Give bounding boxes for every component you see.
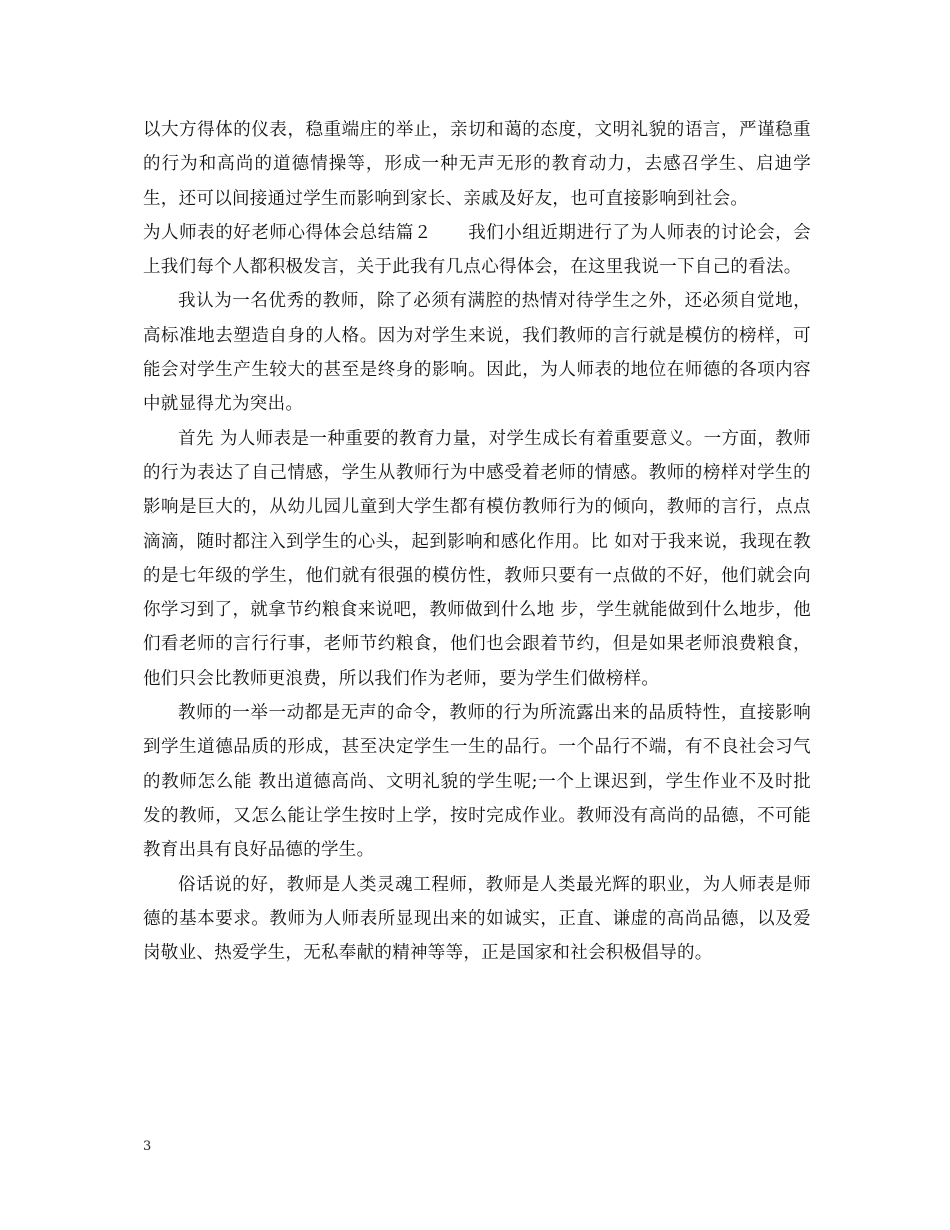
paragraph-4: 首先 为人师表是一种重要的教育力量，对学生成长有着重要意义。一方面，教师的行为表达了自己情感，学生从教师行为中感受着老师的情感。教师的榜样对学生的影响是巨大的，从幼儿园儿童到大学生都有模仿教师行为的倾向，教师的言行，点点滴滴，随时都注入到学生的心头，起到影响和感化作用。比 如对于我来说，我现在教的是七年级的学生，他们就有很强的模仿性，教师只要有一点做的不好，他们就会向你学习到了，就拿节约粮食来说吧，教师做到什么地 步，学生就能做到什么地步，他们看老师的言行行事，老师节约粮食，他们也会跟着节约，但是如果老师浪费粮食，他们只会比教师更浪费，所以我们作为老师，要为学生们做榜样。 xyxy=(143,428,811,689)
paragraph-1: 以大方得体的仪表，稳重端庄的举止，亲切和蔼的态度，文明礼貌的语言，严谨稳重的行为和高尚的道德情操等，形成一种无声无形的教育动力，去感召学生、启迪学生，还可以间接通过学生而影响到家长、亲戚及好友，也可直接影响到社会。 xyxy=(143,120,811,209)
page-body xyxy=(143,113,811,970)
paragraph-5: 教师的一举一动都是无声的命令，教师的行为所流露出来的品质特性，直接影响到学生道德品质的形成，甚至决定学生一生的品行。一个品行不端，有不良社会习气的教师怎么能 教出道德高尚、文明礼貌的学生呢;一个上课迟到，学生作业不及时批发的教师，又怎么能让学生按时上学，按时完成作业。教师没有高尚的品德，不可能教育出具有良好品德的学生。 xyxy=(143,703,811,861)
paragraph-6: 俗话说的好，教师是人类灵魂工程师，教师是人类最光辉的职业，为人师表是师德的基本要求。教师为人师表所显现出来的如诚实，正直、谦虚的高尚品德，以及爱岗敬业、热爱学生，无私奉献的精神等等，正是国家和社会积极倡导的。 xyxy=(143,874,811,964)
paragraph-3: 我认为一名优秀的教师，除了必须有满腔的热情对待学生之外，还必须自觉地，高标准地去塑造自身的人格。因为对学生来说，我们教师的言行就是模仿的榜样，可能会对学生产生较大的甚至是终身的影响。因此，为人师表的地位在师德的各项内容中就显得尤为突出。 xyxy=(143,291,811,415)
page-number: 3 xyxy=(143,1139,152,1154)
paragraph-2-heading: 为人师表的好老师心得体会总结篇２ 我们小组近期进行了为人师表的讨论会，会上我们每个人都积极发言，关于此我有几点心得体会，在这里我说一下自己的看法。 xyxy=(143,222,811,278)
